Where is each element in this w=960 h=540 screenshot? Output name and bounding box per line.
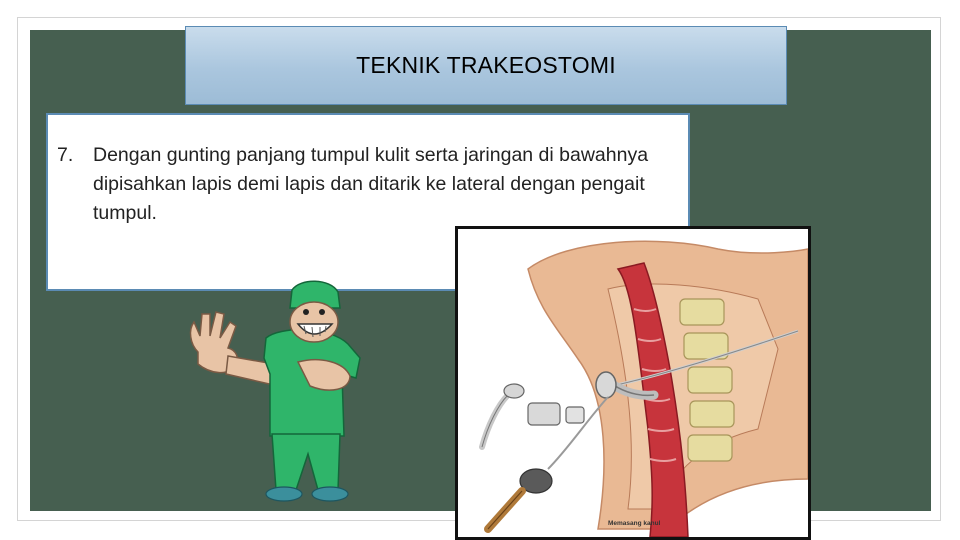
surgeon-icon [180,278,380,510]
step-text: Dengan gunting panjang tumpul kulit serta jaringan di bawahnya dipisahkan lapis demi lapis dan ditarik ke lateral dengan pengait tumpul. [93,144,649,224]
illustration-caption: Memasang kanul [608,520,661,527]
surgeon-clipart [180,278,380,510]
anatomy-image [458,229,808,537]
tracheostomy-illustration [455,226,811,540]
slide-title: TEKNIK TRAKEOSTOMI [356,52,616,78]
step-item [57,141,677,228]
step-number: 7. [57,144,74,166]
title-box [185,26,787,105]
